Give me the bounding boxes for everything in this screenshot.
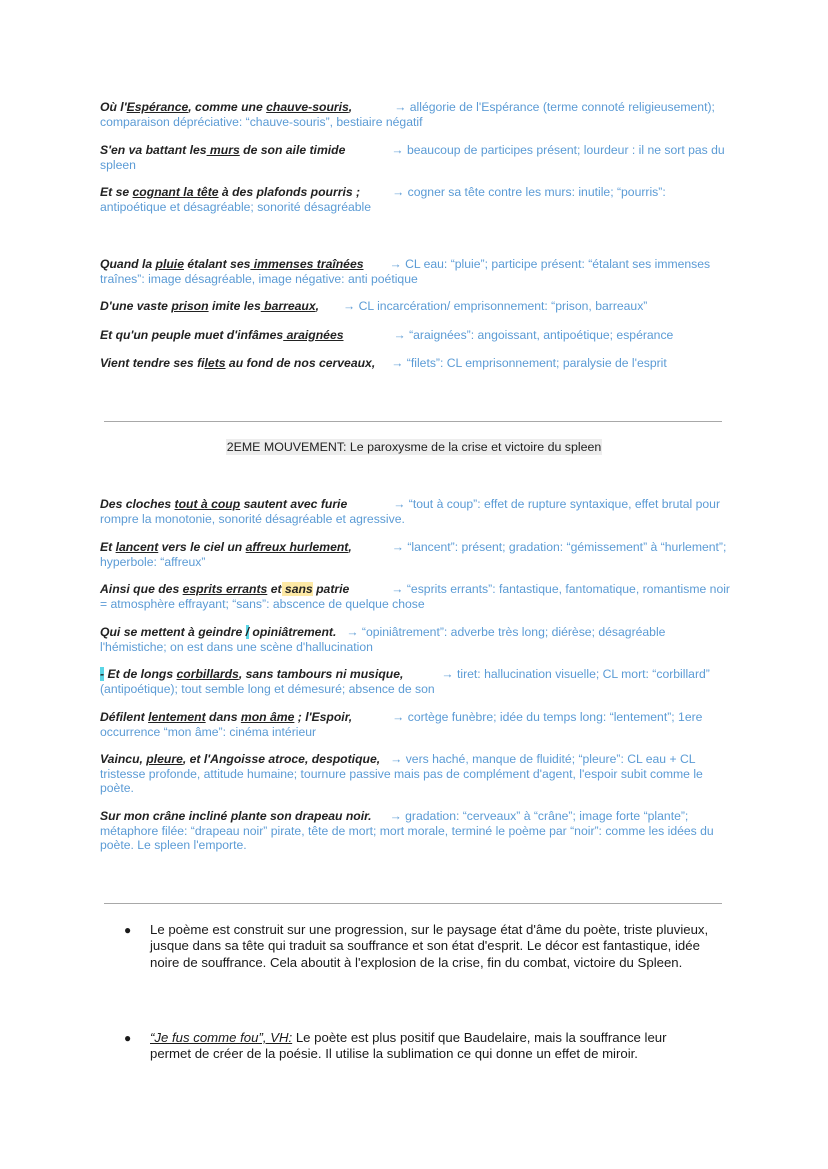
verse-annotation: → tiret: hallucination visuelle; CL mort: “corbillard” (antipoétique); tout semble long et démesuré; absence de son	[100, 667, 710, 696]
bullet-icon: ●	[124, 923, 132, 937]
verse-entry	[100, 100, 730, 129]
horizontal-divider	[104, 903, 722, 904]
verse-annotation: → vers haché, manque de fluidité; “pleure”: CL eau + CL tristesse profonde, attitude humaine; tournure passive mais pas de complément d'agent, l'espoir subit comme le poète.	[100, 752, 703, 796]
section-title: 2EME MOUVEMENT: Le paroxysme de la crise et victoire du spleen	[226, 440, 602, 454]
verse-line: D'une vaste prison imite les barreaux,	[100, 299, 319, 313]
verse-entry	[100, 497, 730, 526]
verse-annotation: → beaucoup de participes présent; lourdeur : il ne sort pas du spleen	[100, 143, 725, 172]
verse-annotation: → cogner sa tête contre les murs: inutile; “pourris”: antipoétique et désagréable; sonorité désagréable	[100, 185, 666, 214]
verse-entry	[100, 667, 730, 696]
verse-annotation: → “filets”: CL emprisonnement; paralysie de l'esprit	[391, 356, 667, 370]
verse-entry	[100, 625, 730, 654]
list-item: ● Le poème est construit sur une progression, sur le paysage état d'âme du poète, triste pluvieux, jusque dans sa tête qui traduit sa souffrance et son état d'esprit. Le décor est fantastique, idée noire de souffrance. Cela aboutit à l'explosion de la crise, fin du combat, victoire du Spleen.	[124, 922, 709, 970]
verse-entry	[100, 328, 730, 343]
verse-annotation: → CL incarcération/ emprisonnement: “prison, barreaux”	[343, 299, 648, 313]
verse-line: Vient tendre ses filets au fond de nos cerveaux,	[100, 356, 376, 370]
verse-line: Et se cognant la tête à des plafonds pourris ;	[100, 185, 361, 199]
verse-line: Où l'Espérance, comme une chauve-souris,	[100, 100, 353, 114]
verse-entry	[100, 809, 730, 853]
verse-line: - Et de longs corbillards, sans tambours ni musique,	[100, 667, 404, 681]
verse-entry	[100, 185, 730, 214]
verse-entry	[100, 752, 730, 796]
verse-annotation: → “opiniâtrement”: adverbe très long; diérèse; désagréable l'hémistiche; on est dans une scène d'hallucination	[100, 625, 666, 654]
verse-line: Sur mon crâne incliné plante son drapeau noir.	[100, 809, 372, 823]
verse-line: Qui se mettent à geindre / opiniâtrement.	[100, 625, 337, 639]
reference-citation: “Je fus comme fou”, VH:	[150, 1030, 293, 1045]
verse-entry	[100, 540, 730, 569]
verse-entry	[100, 582, 730, 611]
verse-entry	[100, 356, 730, 371]
verse-line: Des cloches tout à coup sautent avec furie	[100, 497, 348, 511]
verse-entry	[100, 257, 730, 286]
bullet-icon: ●	[124, 1031, 132, 1045]
verse-annotation: → allégorie de l'Espérance (terme connoté religieusement); comparaison dépréciative: “chauve-souris”, bestiaire négatif	[100, 100, 715, 129]
verse-line: Ainsi que des esprits errants et sans patrie	[100, 582, 350, 596]
verse-annotation: → CL eau: “pluie”; participe présent: “étalant ses immenses traînes”: image désagréable, image négative: anti poétique	[100, 257, 711, 286]
verse-annotation: → “tout à coup”: effet de rupture syntaxique, effet brutal pour rompre la monotonie, sonorité désagréable et agressive.	[100, 497, 721, 526]
verse-annotation: → “esprits errants”: fantastique, fantomatique, romantisme noir = atmosphère effrayant; “sans”: abscence de quelque chose	[100, 582, 730, 611]
verse-line: Vaincu, pleure, et l'Angoisse atroce, despotique,	[100, 752, 381, 766]
verse-line: Et lancent vers le ciel un affreux hurlement,	[100, 540, 352, 554]
verse-line: Quand la pluie étalant ses immenses traînées	[100, 257, 364, 271]
verse-annotation: → “araignées”: angoissant, antipoétique; espérance	[393, 328, 674, 342]
verse-annotation: → cortège funèbre; idée du temps long: “lentement”; 1ere occurrence “mon âme”: cinéma intérieur	[100, 710, 703, 739]
verse-line: Et qu'un peuple muet d'infâmes araignées	[100, 328, 344, 342]
verse-entry	[100, 299, 730, 314]
verse-entry	[100, 143, 730, 172]
verse-annotation: → gradation: “cerveaux” à “crâne”; image forte “plante”; métaphore filée: “drapeau noir” pirate, tête de mort; mort morale, terminé le poème par “noir”: comme les idées du poète. Le spleen l'emporte.	[100, 809, 714, 853]
horizontal-divider	[104, 421, 722, 422]
verse-entry	[100, 710, 730, 739]
list-item: ● “Je fus comme fou”, VH: Le poète est plus positif que Baudelaire, mais la souffrance leur permet de créer de la poésie. Il utilise la sublimation ce qui donne un effet de miroir.	[124, 1030, 667, 1062]
verse-line: S'en va battant les murs de son aile timide	[100, 143, 346, 157]
verse-annotation: → “lancent”: présent; gradation: “gémissement” à “hurlement”; hyperbole: “affreux”	[100, 540, 727, 569]
verse-line: Défilent lentement dans mon âme ; l'Espoir,	[100, 710, 353, 724]
